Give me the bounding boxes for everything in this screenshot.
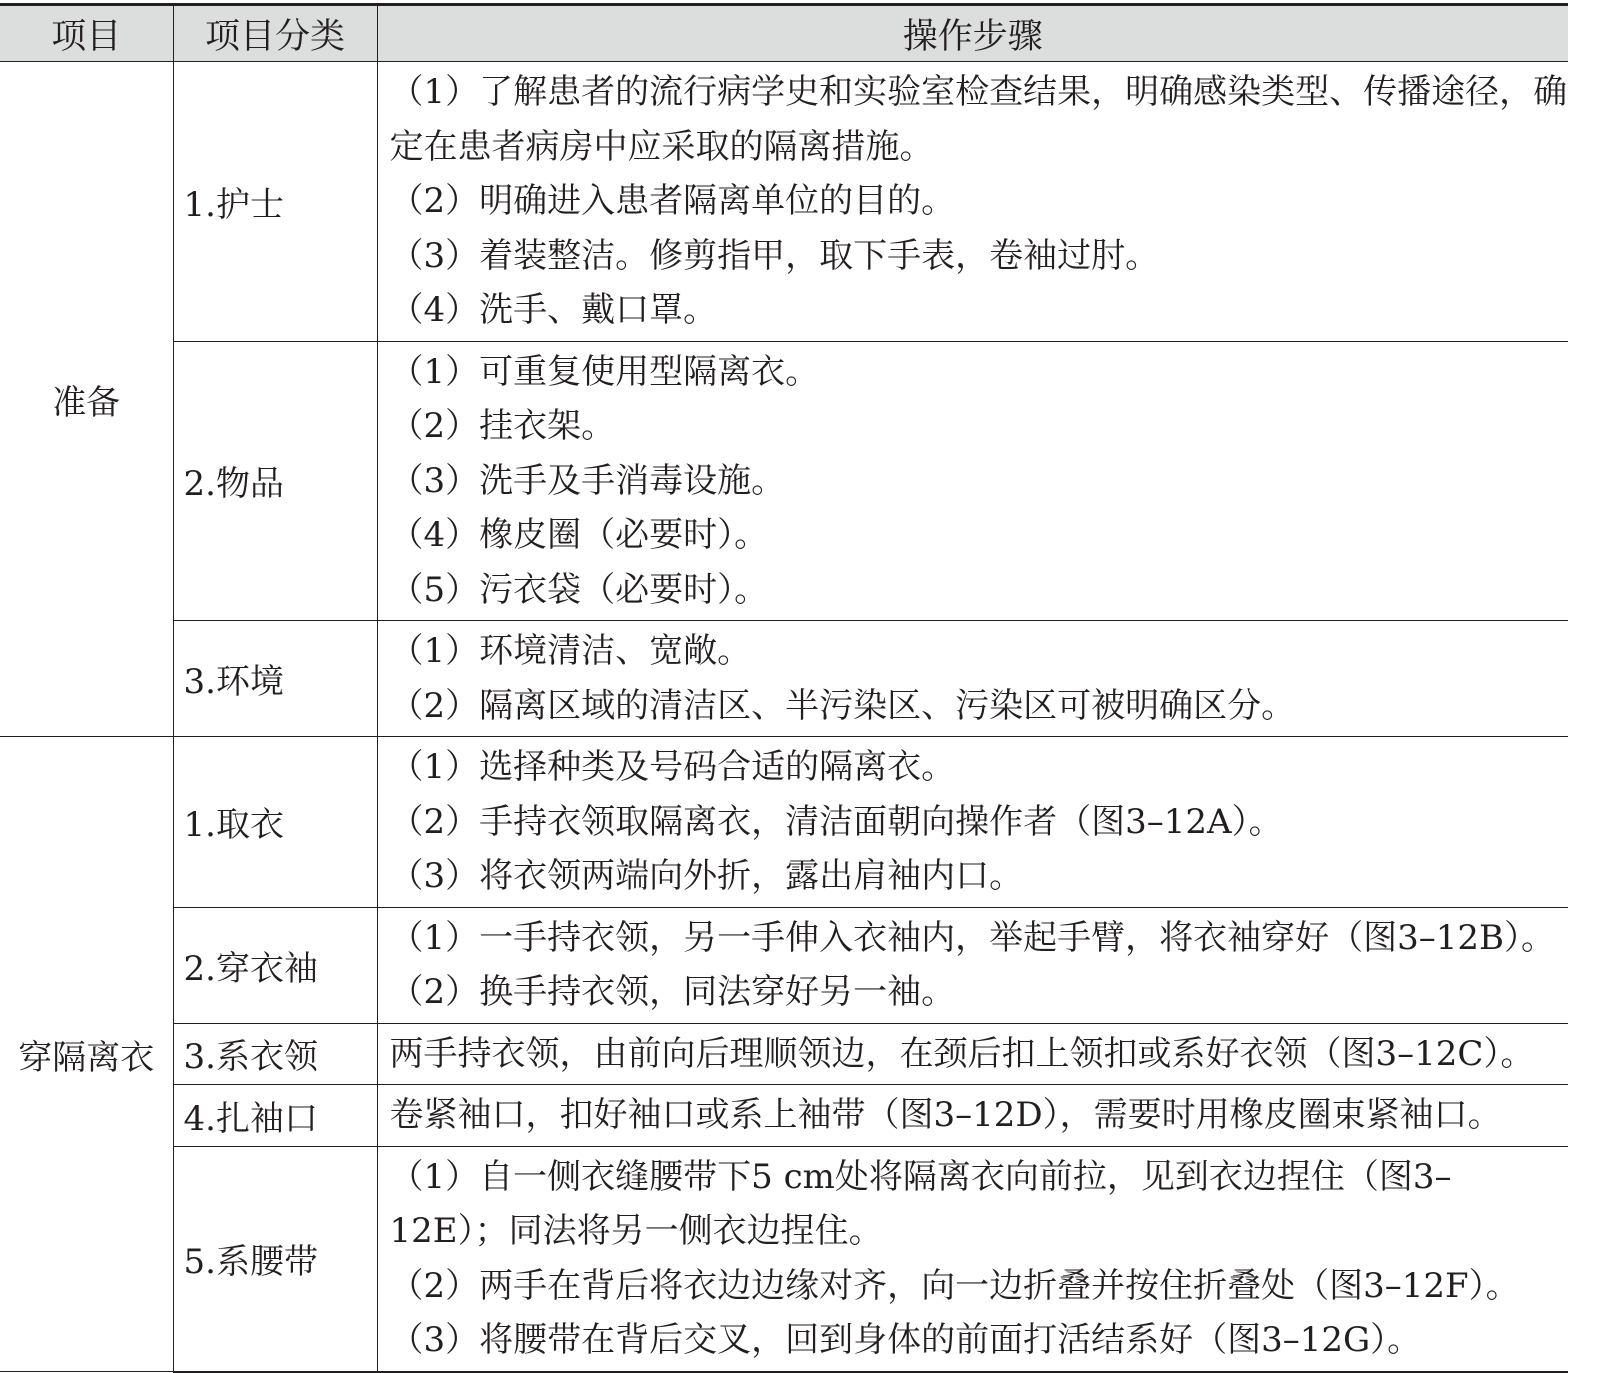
category-cell: 1.取衣 xyxy=(173,737,377,908)
steps-cell xyxy=(377,341,1568,621)
step-text: （3）将腰带在背后交叉，回到身体的前面打活结系好（图3–12G）。 xyxy=(389,1320,1422,1360)
table-row xyxy=(0,1146,1568,1372)
steps-cell xyxy=(377,1146,1568,1372)
step-text: （2）隔离区域的清洁区、半污染区、污染区可被明确区分。 xyxy=(389,685,1296,726)
step-text: （1）了解患者的流行病学史和实验室检查结果，明确感染类型、传播途径，确定在患者病房中应采取的隔离措施。 xyxy=(389,72,1568,167)
table-row xyxy=(0,737,1568,908)
steps-cell xyxy=(377,737,1568,908)
step-text: （3）洗手及手消毒设施。 xyxy=(389,460,786,501)
step-text: （1）一手持衣领，另一手伸入衣袖内，举起手臂，将衣袖穿好（图3–12B）。 xyxy=(389,917,1556,958)
steps-cell xyxy=(377,62,1568,342)
step-text: （2）挂衣架。 xyxy=(389,406,616,446)
category-cell: 5.系腰带 xyxy=(173,1146,377,1372)
category-cell: 3.系衣领 xyxy=(173,1023,377,1085)
step-text: （3）着装整洁。修剪指甲，取下手表，卷袖过肘。 xyxy=(389,235,1160,276)
category-cell: 4.扎袖口 xyxy=(173,1085,377,1147)
table-row xyxy=(0,1023,1568,1085)
step-text: （4）洗手、戴口罩。 xyxy=(389,290,718,330)
step-text: 卷紧袖口，扣好袖口或系上袖带（图3–12D），需要时用橡皮圈束紧袖口。 xyxy=(389,1095,1502,1135)
step-text: （3）将衣领两端向外折，露出肩袖内口。 xyxy=(389,856,1024,896)
step-text: （2）换手持衣领，同法穿好另一袖。 xyxy=(389,972,956,1012)
step-text: 两手持衣领，由前向后理顺领边，在颈后扣上领扣或系好衣领（图3–12C）。 xyxy=(389,1033,1535,1074)
step-text: （1）可重复使用型隔离衣。 xyxy=(389,351,820,392)
category-cell: 2.穿衣袖 xyxy=(173,907,377,1023)
header-steps: 操作步骤 xyxy=(377,5,1568,62)
table-row xyxy=(0,341,1568,621)
header-row xyxy=(0,5,1568,62)
step-text: （1）自一侧衣缝腰带下5 cm处将隔离衣向前拉，见到衣边捏住（图3–12E）；同法将另一侧衣边捏住。 xyxy=(389,1156,1452,1251)
table-row xyxy=(0,621,1568,737)
category-cell: 3.环境 xyxy=(173,621,377,737)
header-item: 项目 xyxy=(0,5,173,62)
step-text: （2）两手在背后将衣边边缘对齐，向一边折叠并按住折叠处（图3–12F）。 xyxy=(389,1265,1520,1306)
item-cell: 穿隔离衣 xyxy=(0,737,173,1372)
steps-cell xyxy=(377,1085,1568,1147)
step-text: （2）明确进入患者隔离单位的目的。 xyxy=(389,181,956,221)
category-cell: 2.物品 xyxy=(173,341,377,621)
step-text: （1）选择种类及号码合适的隔离衣。 xyxy=(389,747,956,787)
steps-cell xyxy=(377,907,1568,1023)
table-row xyxy=(0,62,1568,342)
step-text: （1）环境清洁、宽敞。 xyxy=(389,631,752,671)
step-text: （2）手持衣领取隔离衣，清洁面朝向操作者（图3–12A）。 xyxy=(389,801,1283,842)
item-cell: 准备 xyxy=(0,62,173,737)
steps-cell xyxy=(377,621,1568,737)
step-text: （4）橡皮圈（必要时）。 xyxy=(389,515,769,555)
table-row xyxy=(0,1085,1568,1147)
table-row xyxy=(0,907,1568,1023)
header-category: 项目分类 xyxy=(173,5,377,62)
steps-cell xyxy=(377,1023,1568,1085)
procedure-table xyxy=(0,3,1568,1373)
step-text: （5）污衣袋（必要时）。 xyxy=(389,569,769,610)
category-cell: 1.护士 xyxy=(173,62,377,342)
